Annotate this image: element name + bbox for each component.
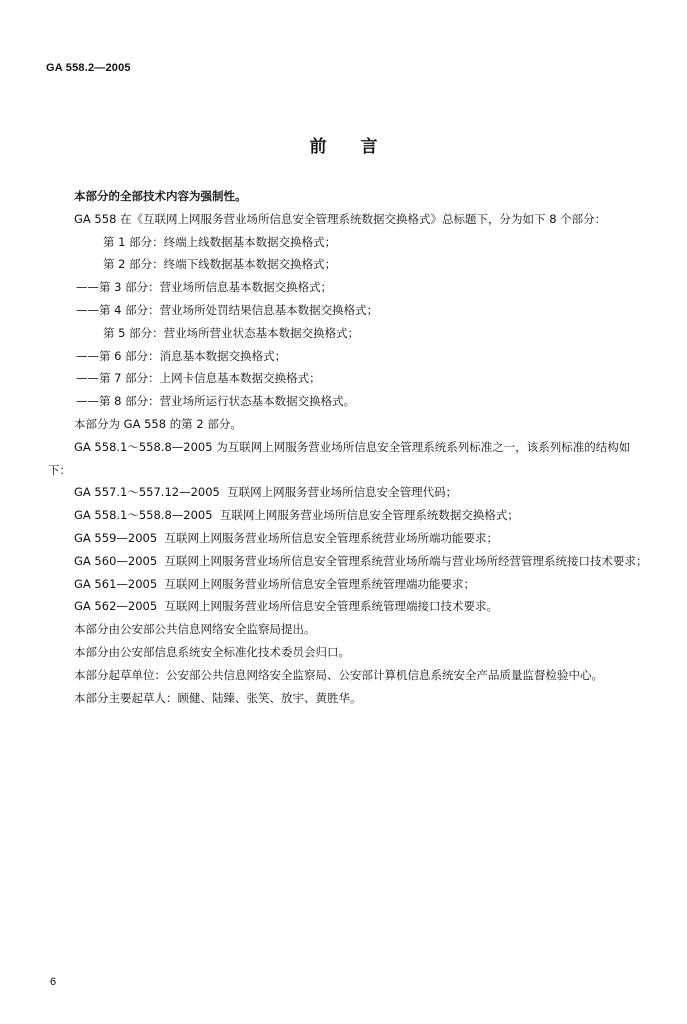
drafters: 本部分主要起草人：顾健、陆臻、张笑、放宇、黄胜华。 (74, 690, 362, 705)
part-statement: 本部分为 GA 558 的第 2 部分。 (74, 416, 242, 431)
foreword-body (48, 185, 650, 709)
parts-intro: GA 558 在《互联网上网服务营业场所信息安全管理系统数据交换格式》总标题下，分为如下 8 个部分： (74, 211, 607, 226)
series-intro: GA 558.1～558.8—2005 为互联网上网服务营业场所信息安全管理系统系列标准之一，该系列标准的结构如下： (48, 439, 631, 477)
part-item: ——第 7 部分：上网卡信息基本数据交换格式； (76, 371, 321, 386)
part-item: ——第 3 部分：营业场所信息基本数据交换格式； (76, 280, 333, 295)
series-item: GA 562—2005 互联网上网服务营业场所信息安全管理系统管理端接口技术要求。 (74, 599, 498, 614)
standard-number: GA 558.2—2005 (46, 62, 131, 74)
part-item: ——第 8 部分：营业场所运行状态基本数据交换格式。 (76, 394, 356, 409)
series-item: GA 558.1～558.8—2005 互联网上网服务营业场所信息安全管理系统数据交换格式； (74, 508, 519, 523)
part-item: ——第 4 部分：营业场所处罚结果信息基本数据交换格式； (76, 302, 379, 317)
series-item: GA 559—2005 互联网上网服务营业场所信息安全管理系统营业场所端功能要求； (74, 530, 498, 545)
series-item: GA 560—2005 互联网上网服务营业场所信息安全管理系统营业场所端与营业场所经营管理系统接口技术要求； (74, 553, 648, 568)
part-item: 第 5 部分：营业场所营业状态基本数据交换格式； (103, 325, 360, 340)
mandatory-statement: 本部分的全部技术内容为强制性。 (74, 189, 247, 203)
page-title: 前言 (309, 137, 412, 157)
page-number: 6 (50, 976, 57, 988)
part-item: 第 1 部分：终端上线数据基本数据交换格式； (103, 234, 337, 249)
drafting-units: 本部分起草单位：公安部公共信息网络安全监察局、公安部计算机信息系统安全产品质量监督检验中心。 (74, 667, 603, 682)
part-item: ——第 6 部分：消息基本数据交换格式； (76, 348, 287, 363)
series-item: GA 557.1～557.12—2005 互联网上网服务营业场所信息安全管理代码； (74, 485, 458, 500)
series-item: GA 561—2005 互联网上网服务营业场所信息安全管理系统管理端功能要求； (74, 576, 475, 591)
centralized-statement: 本部分由公安部信息系统安全标准化技术委员会归口。 (74, 644, 350, 659)
proposer-statement: 本部分由公安部公共信息网络安全监察局提出。 (74, 622, 316, 637)
part-item: 第 2 部分：终端下线数据基本数据交换格式； (103, 257, 337, 272)
